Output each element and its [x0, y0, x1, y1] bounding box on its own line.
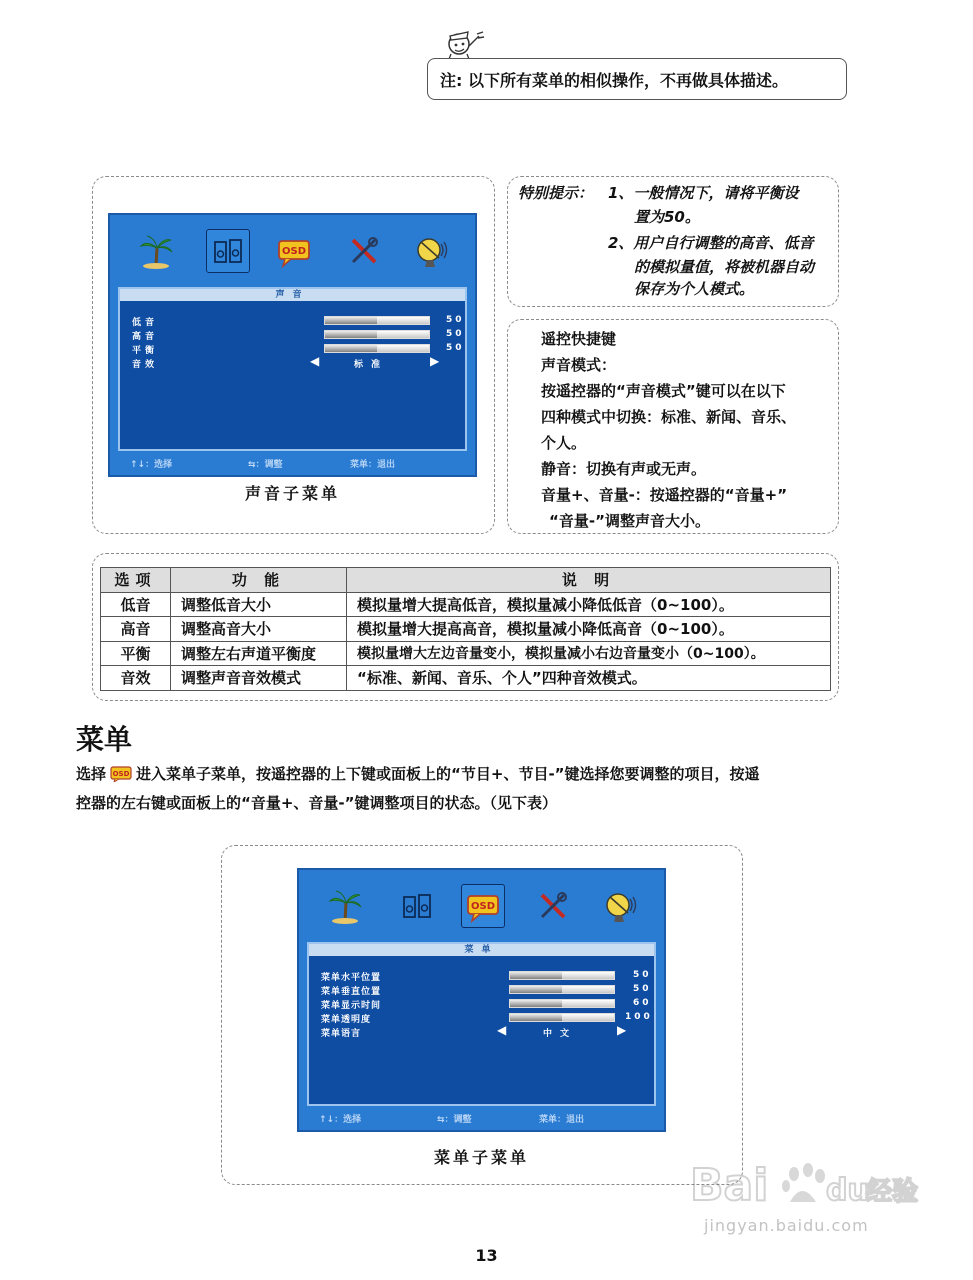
- satellite-dish-icon: [410, 229, 454, 273]
- menu-row-timeout-label: 菜单显示时间: [321, 1001, 382, 1011]
- table-row: [101, 592, 831, 617]
- remote-line: 四种模式中切换：标准、新闻、音乐、: [541, 408, 797, 426]
- option-table: [100, 567, 831, 691]
- special-tips-item2-line2: 的模拟量值，将被机器自动: [634, 258, 815, 276]
- watermark-url: jingyan.baidu.com: [704, 1216, 869, 1235]
- baidu-logo-icon: [690, 1150, 930, 1214]
- svg-text:OSD: OSD: [281, 246, 307, 257]
- table-header: 说 明: [347, 568, 831, 593]
- osd-icon: [272, 229, 316, 273]
- sound-menu-footer: [118, 455, 467, 471]
- table-cell: 调整高音大小: [171, 617, 347, 642]
- remote-line: “音量-”调整声音大小。: [549, 512, 710, 530]
- svg-text:OSD: OSD: [470, 901, 496, 912]
- menu-row-vpos-label: 菜单垂直位置: [321, 987, 382, 997]
- menu-section-line1: [76, 763, 760, 784]
- table-cell: “标准、新闻、音乐、个人”四种音效模式。: [347, 666, 831, 691]
- sound-row-treble-label: 高音: [132, 332, 159, 342]
- svg-text:du: du: [826, 1173, 869, 1208]
- remote-shortcuts-title: 遥控快捷键: [541, 330, 617, 348]
- remote-line: 个人。: [541, 434, 587, 452]
- menu-submenu-caption: 菜单子菜单: [433, 1148, 529, 1167]
- sound-row-treble-value: 50: [446, 329, 465, 339]
- table-cell: 平衡: [101, 641, 171, 666]
- right-arrow-icon[interactable]: ▶: [617, 1023, 627, 1037]
- footer-select-hint: ↑↓：选择: [319, 1115, 362, 1125]
- remote-shortcuts-panel: [507, 319, 839, 534]
- table-row: [101, 666, 831, 691]
- footer-exit-hint: 菜单：退出: [350, 460, 396, 470]
- special-tips-item2-line3: 保存为个人模式。: [634, 280, 755, 298]
- table-cell: 调整左右声道平衡度: [171, 641, 347, 666]
- menu-row-transparency-value: 100: [625, 1012, 653, 1022]
- remote-line: 音量+、音量-：按遥控器的“音量+”: [541, 486, 788, 504]
- sound-menu-heading: 声音: [120, 289, 465, 301]
- page-number: 13: [475, 1246, 498, 1265]
- menu-submenu-heading: 菜单: [309, 944, 654, 956]
- footer-adjust-hint: ⇆：调整: [248, 460, 283, 470]
- svg-text:OSD: OSD: [112, 770, 130, 778]
- table-cell: 模拟量增大左边音量变小，模拟量减小右边音量变小（0~100）。: [347, 641, 831, 666]
- osd-inline-icon: [110, 766, 132, 782]
- sound-row-balance-value: 50: [446, 343, 465, 353]
- tools-icon: [342, 229, 386, 273]
- remote-line: 声音模式：: [541, 356, 617, 374]
- menu-row-timeout-slider[interactable]: [509, 999, 615, 1008]
- menu-row-vpos-slider[interactable]: [509, 985, 615, 994]
- sound-row-effect-value: 标准: [354, 360, 389, 370]
- special-tips-item1-line1: 1、一般情况下，请将平衡设: [608, 184, 799, 202]
- menu-submenu-screen: [297, 868, 666, 1132]
- remote-line: 按遥控器的“声音模式”键可以在以下: [541, 382, 786, 400]
- footer-exit-hint: 菜单：退出: [539, 1115, 585, 1125]
- table-cell: 模拟量增大提高高音，模拟量减小降低高音（0~100）。: [347, 617, 831, 642]
- menu-section-title: 菜单: [76, 723, 133, 756]
- menu-row-timeout-value: 60: [633, 998, 652, 1008]
- sound-row-effect-label: 音效: [132, 360, 159, 370]
- sound-row-balance-label: 平衡: [132, 346, 159, 356]
- table-row: [101, 617, 831, 642]
- note-text: 注: 以下所有菜单的相似操作，不再做具体描述。: [440, 71, 788, 90]
- sound-menu-content: [118, 287, 467, 451]
- menu-row-hpos-slider[interactable]: [509, 971, 615, 980]
- menu-line1-after: 进入菜单子菜单，按遥控器的上下键或面板上的“节目+、节目-”键选择您要调整的项目，按遥: [136, 765, 760, 783]
- screen-icon-bar: [110, 229, 475, 275]
- table-cell: 调整低音大小: [171, 592, 347, 617]
- tools-icon: [531, 884, 575, 928]
- menu-row-hpos-label: 菜单水平位置: [321, 973, 382, 983]
- sound-row-treble-slider[interactable]: [324, 330, 430, 339]
- speaker-icon: [395, 884, 439, 928]
- table-cell: 调整声音音效模式: [171, 666, 347, 691]
- note-box: [427, 58, 847, 100]
- left-arrow-icon[interactable]: ◀: [310, 354, 320, 368]
- menu-submenu-content: [307, 942, 656, 1106]
- speaker-icon: [206, 229, 250, 273]
- menu-submenu-footer: [307, 1110, 656, 1126]
- screen-icon-bar: [299, 884, 664, 930]
- sound-menu-screen: [108, 213, 477, 477]
- table-cell: 音效: [101, 666, 171, 691]
- svg-text:Bai: Bai: [690, 1160, 769, 1211]
- table-row: [101, 641, 831, 666]
- table-cell: 高音: [101, 617, 171, 642]
- menu-row-language-label: 菜单语言: [321, 1029, 362, 1039]
- special-tips-item1-line2: 置为50。: [634, 208, 700, 226]
- menu-row-hpos-value: 50: [633, 970, 652, 980]
- menu-row-transparency-label: 菜单透明度: [321, 1015, 372, 1025]
- sound-row-bass-label: 低音: [132, 318, 159, 328]
- table-header: 选项: [101, 568, 171, 593]
- menu-line1-before: 选择: [76, 765, 107, 783]
- left-arrow-icon[interactable]: ◀: [497, 1023, 507, 1037]
- table-header: 功 能: [171, 568, 347, 593]
- special-tips-panel: [507, 176, 839, 307]
- menu-section-line2: 控器的左右键或面板上的“音量+、音量-”键调整项目的状态。（见下表）: [76, 794, 558, 812]
- sound-row-balance-slider[interactable]: [324, 344, 430, 353]
- baidu-watermark: [690, 1150, 930, 1250]
- remote-line: 静音：切换有声或无声。: [541, 460, 707, 478]
- svg-text:经验: 经验: [866, 1177, 919, 1207]
- menu-row-transparency-slider[interactable]: [509, 1013, 615, 1022]
- table-header-row: [101, 568, 831, 593]
- table-cell: 低音: [101, 592, 171, 617]
- footer-adjust-hint: ⇆：调整: [437, 1115, 472, 1125]
- palm-tree-icon: [134, 229, 178, 273]
- special-tips-title: 特别提示：: [518, 184, 594, 202]
- satellite-dish-icon: [599, 884, 643, 928]
- table-cell: 模拟量增大提高低音，模拟量减小降低低音（0~100）。: [347, 592, 831, 617]
- right-arrow-icon[interactable]: ▶: [430, 354, 440, 368]
- osd-icon: [461, 884, 505, 928]
- sound-row-bass-slider[interactable]: [324, 316, 430, 325]
- palm-tree-icon: [323, 884, 367, 928]
- menu-row-language-value: 中文: [543, 1029, 578, 1039]
- sound-row-bass-value: 50: [446, 315, 465, 325]
- footer-select-hint: ↑↓：选择: [130, 460, 173, 470]
- special-tips-item2-line1: 2、用户自行调整的高音、低音: [608, 234, 814, 252]
- menu-row-vpos-value: 50: [633, 984, 652, 994]
- sound-menu-caption: 声音子菜单: [244, 484, 340, 503]
